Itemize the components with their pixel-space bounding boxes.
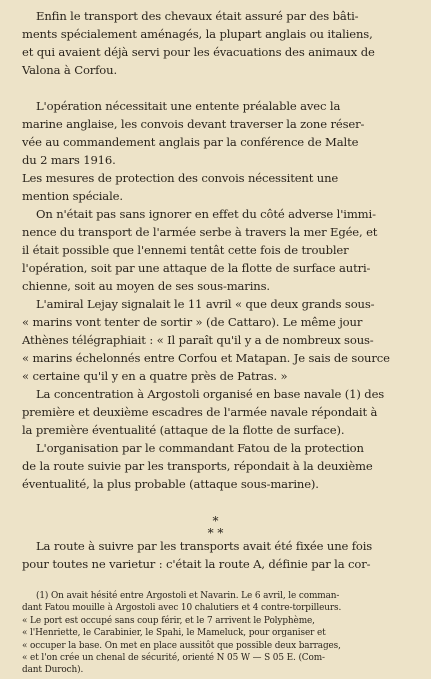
text-line: « marins échelonnés entre Corfou et Matapan. Je sais de source	[22, 351, 390, 365]
text-line: « certaine qu'il y en a quatre près de Patras. »	[22, 369, 288, 383]
text-line: La route à suivre par les transports avait été fixée une fois	[36, 539, 373, 553]
text-line: chienne, soit au moyen de ses sous-marins.	[22, 279, 270, 293]
text-line: La concentration à Argostoli organisé en base navale (1) des	[36, 387, 385, 401]
text-line: et qui avaient déjà servi pour les évacuations des animaux de	[22, 45, 375, 59]
footnote-line: « l'Henriette, le Carabinier, le Spahi, le Mameluck, pour organiser et	[22, 628, 326, 639]
text-line: marine anglaise, les convois devant traverser la zone réser-	[22, 117, 365, 131]
text-line: vée au commandement anglais par la conférence de Malte	[22, 135, 359, 149]
text-line: ments spécialement aménagés, la plupart anglais ou italiens,	[22, 27, 373, 41]
text-line: l'opération, soit par une attaque de la flotte de surface autri-	[22, 261, 371, 275]
text-line: nence du transport de l'armée serbe à travers la mer Egée, et	[22, 225, 378, 239]
footnote-line: (1) On avait hésité entre Argostoli et Navarin. Le 6 avril, le comman-	[36, 591, 340, 601]
footnote-line: « Le port est occupé sans coup férir, et le 7 arrivent le Polyphème,	[22, 615, 315, 626]
paragraph-horses	[22, 7, 414, 79]
footnote-line: dant Fatou mouille à Argostoli avec 10 chalutiers et 4 contre-torpilleurs.	[22, 603, 342, 614]
text-line: la première éventualité (attaque de la flotte de surface).	[22, 423, 345, 437]
footnote-line: dant Duroch).	[22, 665, 84, 676]
text-line: L'opération nécessitait une entente préalable avec la	[36, 99, 341, 113]
text-line: L'organisation par le commandant Fatou de la protection	[36, 441, 364, 455]
text-line: Les mesures de protection des convois nécessitent une	[22, 171, 339, 185]
footnote-line: « occuper la base. On met en place aussitôt que possible deux barrages,	[22, 640, 341, 651]
text-line: L'amiral Lejay signalait le 11 avril « que deux grands sous-	[36, 297, 375, 311]
text-line: « marins vont tenter de sortir » (de Cattaro). Le même jour	[22, 315, 363, 329]
text-line: du 2 mars 1916.	[22, 153, 116, 167]
text-line: mention spéciale.	[22, 189, 123, 203]
text-line: On n'était pas sans ignorer en effet du côté adverse l'immi-	[36, 207, 376, 221]
section-separator	[0, 515, 431, 539]
paragraph-operation	[22, 97, 414, 493]
footnote	[22, 590, 414, 677]
text-line: Athènes télégraphiait : « Il paraît qu'il y a de nombreux sous-	[22, 333, 374, 347]
footnote-line: « et l'on crée un chenal de sécurité, orienté N 05 W — S 05 E. (Com-	[22, 653, 325, 664]
text-line: Valona à Corfou.	[22, 63, 117, 77]
text-line: de la route suivie par les transports, répondait à la deuxième	[22, 459, 373, 473]
separator-star: *	[212, 514, 219, 528]
text-line: Enfin le transport des chevaux était assuré par des bâti-	[36, 9, 359, 23]
separator-stars: * *	[207, 526, 224, 540]
text-line: il était possible que l'ennemi tentât cette fois de troubler	[22, 243, 349, 257]
text-line: éventualité, la plus probable (attaque sous-marine).	[22, 477, 319, 491]
text-line: pour toutes ne varietur : c'était la route A, définie par la cor-	[22, 557, 371, 571]
paragraph-route	[22, 537, 414, 573]
text-line: première et deuxième escadres de l'armée navale répondait à	[22, 405, 378, 419]
